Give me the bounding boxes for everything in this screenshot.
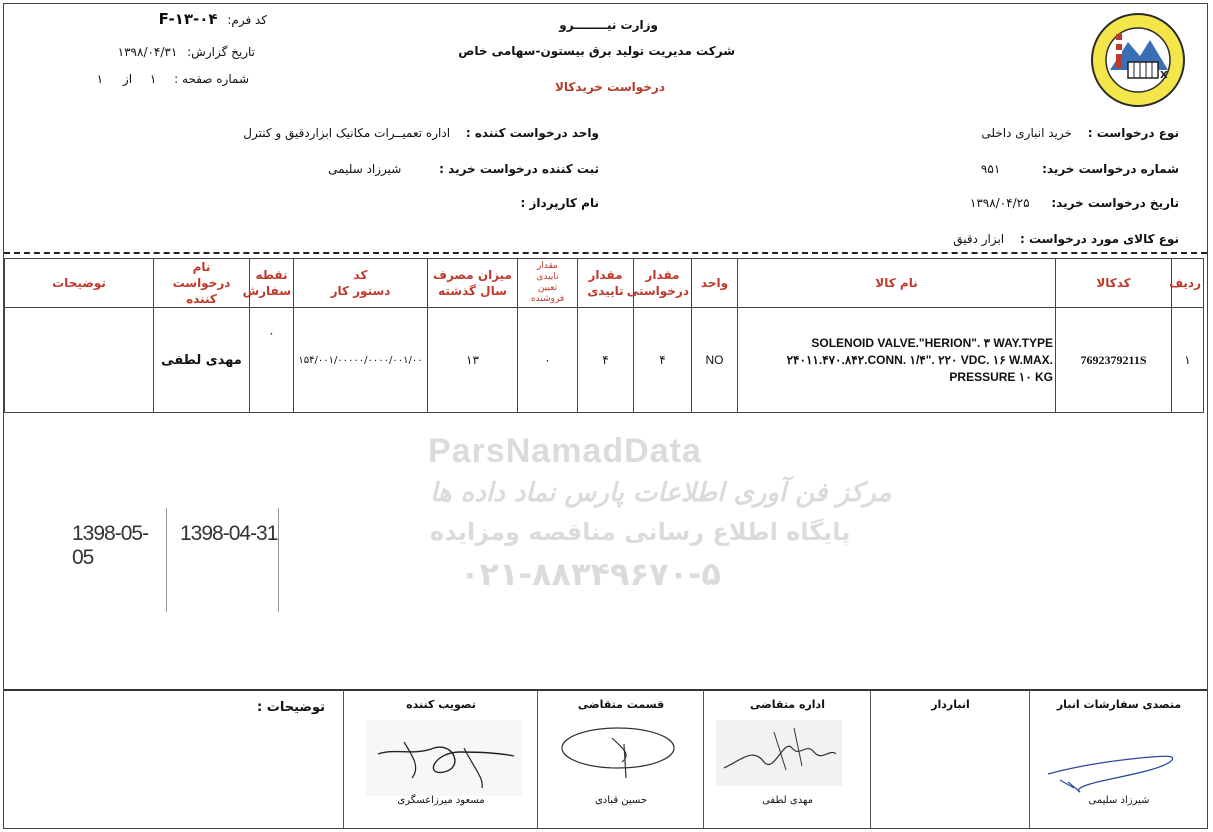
- item-name-line3: PRESSURE ۱۰ KG: [949, 369, 1053, 384]
- request-date-label: تاریخ درخواست خرید:: [1051, 196, 1179, 210]
- stamp-date-1-text: 1398-05-05: [72, 522, 149, 569]
- col-reorder-line1: نقطه: [255, 268, 288, 282]
- watermark-brand: ParsNamadData: [428, 432, 702, 470]
- cell-unit: NO: [692, 308, 738, 413]
- request-date-value: ۱۳۹۸/۰۴/۲۵: [969, 196, 1030, 210]
- company-logo: [1090, 12, 1186, 108]
- col-qty-approved: [578, 259, 634, 308]
- table-row: [5, 308, 1204, 413]
- report-date-label: تاریخ گزارش:: [187, 45, 255, 59]
- sig-title-3: اداره متقاضی: [750, 698, 825, 711]
- page-of: از: [122, 72, 133, 86]
- col-reorder-line2: سفارش: [242, 284, 291, 298]
- stamp-date-1: [62, 508, 167, 612]
- col-work-order-line1: کد: [353, 268, 368, 282]
- request-type-value: خرید انباری داخلی: [981, 126, 1072, 140]
- items-table: [4, 258, 1204, 413]
- watermark-line2: مرکز فن آوری اطلاعات پارس نماد داده ها: [430, 478, 892, 508]
- sig-name-3: مهدی لطفی: [762, 795, 813, 806]
- col-unit: واحد: [692, 259, 738, 308]
- col-item-name: نام کالا: [738, 259, 1056, 308]
- page-total: ۱: [96, 72, 104, 86]
- page-label: شماره صفحه :: [174, 72, 249, 86]
- sig-title-5: تصویب کننده: [406, 698, 476, 711]
- table-top-divider: [4, 252, 1207, 254]
- request-date: [970, 196, 1179, 210]
- col-consumption-line2: سال گذشته: [438, 284, 507, 298]
- col-qty-approved-line2: تاییدی: [587, 284, 624, 298]
- requesting-unit: [243, 126, 599, 140]
- signature-5-icon: [364, 718, 524, 798]
- request-number-label: شماره درخواست خرید:: [1042, 162, 1179, 176]
- col-row: ردیف: [1172, 259, 1204, 308]
- sig-title-4: قسمت متقاضی: [577, 698, 665, 711]
- cell-work-order: ۱۵۴/۰۰۱/۰۰۰۰۰/۰۰۰۰/۰۰۱/۰۰: [294, 308, 428, 413]
- stamp-date-2-text: 1398-04-31: [180, 522, 278, 545]
- stamp-date-2: [168, 508, 279, 612]
- watermark-line3: پایگاه اطلاع رسانی مناقصه ومزایده: [430, 518, 851, 546]
- col-work-order: [294, 259, 428, 308]
- cell-item-code: 7692379211S: [1056, 308, 1172, 413]
- signature-col-approver: [343, 690, 538, 828]
- cell-qty-requested: ۴: [634, 308, 692, 413]
- cell-row: ۱: [1172, 308, 1204, 413]
- svg-text:X: X: [1160, 70, 1168, 81]
- col-qty-vendor-line3: تعیین فروشنده: [530, 283, 565, 304]
- goods-type-value: ابزار دقیق: [953, 232, 1005, 246]
- col-item-code: کدکالا: [1056, 259, 1172, 308]
- document-title: درخواست خریدکالا: [554, 80, 665, 94]
- cell-notes: [5, 308, 154, 413]
- cell-qty-approved: ۴: [578, 308, 634, 413]
- table-header-row: [5, 259, 1204, 308]
- signature-notes-label: توضیحات :: [257, 700, 325, 715]
- col-qty-requested-line2: درخواستی: [626, 284, 689, 298]
- page-number: [97, 72, 249, 86]
- report-date: [118, 45, 255, 59]
- form-code-label: کد فرم:: [227, 13, 267, 27]
- signature-3-icon: [714, 718, 844, 788]
- goods-type: [953, 232, 1179, 246]
- watermark-phone: ۰۲۱-۸۸۳۴۹۶۷۰-۵: [460, 555, 721, 593]
- signature-1-icon: [1040, 718, 1190, 798]
- sig-title-1: متصدی سفارشات انبار: [1056, 698, 1182, 711]
- sig-name-1: شیرزاد سلیمی: [1088, 795, 1150, 806]
- col-qty-vendor-line2: تاییدی: [536, 272, 559, 282]
- col-consumption: [428, 259, 518, 308]
- cell-requester: مهدی لطفی: [154, 308, 250, 413]
- cell-consumption: ۱۳: [428, 308, 518, 413]
- col-requester: [154, 259, 250, 308]
- signature-4-icon: [552, 718, 692, 788]
- form-code-value: F-۱۳-۰۴: [158, 10, 218, 28]
- company-name: شرکت مدیریت تولید برق بیستون-سهامی خاص: [458, 44, 735, 58]
- sig-name-5: مسعود میرزاعسگری: [397, 795, 485, 806]
- col-requester-line1: نام: [192, 260, 211, 274]
- item-name-line1: SOLENOID VALVE."HERION". ۳ WAY.TYPE: [811, 335, 1053, 350]
- report-date-value: ۱۳۹۸/۰۴/۳۱: [117, 45, 178, 59]
- signature-col-requesting-section: [537, 690, 704, 828]
- col-consumption-line1: میزان مصرف: [433, 268, 512, 282]
- col-notes: توضیحات: [5, 259, 154, 308]
- page-current: ۱: [149, 72, 157, 86]
- signature-col-storekeeper: [870, 690, 1030, 828]
- requesting-unit-label: واحد درخواست کننده :: [465, 126, 599, 140]
- sig-title-2: انباردار: [931, 698, 970, 711]
- form-code: [159, 10, 267, 28]
- col-qty-requested: [626, 259, 692, 308]
- registrar-label: ثبت کننده درخواست خرید :: [439, 162, 599, 176]
- col-qty-vendor: [518, 259, 578, 308]
- cell-reorder-point: ۰: [250, 308, 294, 413]
- col-qty-vendor-line1: مقدار: [537, 261, 558, 271]
- ministry-name: وزارت نیــــــــرو: [559, 18, 658, 32]
- request-type-label: نوع درخواست :: [1087, 126, 1179, 140]
- purchasing-agent-label: نام کارپرداز :: [520, 196, 599, 210]
- goods-type-label: نوع کالای مورد درخواست :: [1019, 232, 1179, 246]
- sig-name-4: حسین قبادی: [594, 795, 648, 806]
- requesting-unit-value: اداره تعمیــرات مکانیک ابزاردقیق و کنترل: [243, 126, 451, 140]
- registrar-value: شیرزاد سلیمی: [328, 162, 402, 176]
- request-number: [981, 162, 1179, 176]
- request-number-value: ۹۵۱: [980, 162, 1001, 176]
- signature-col-requesting-dept: [703, 690, 871, 828]
- signature-col-storekeeper-orders: [1029, 690, 1208, 828]
- col-work-order-line2: دستور کار: [330, 284, 391, 298]
- item-name-line2: ۲۴۰۱۱.۴۷۰.۸۴۲.CONN. ۱/۴". ۲۲۰ VDC. ۱۶ W.MAX.: [786, 352, 1053, 367]
- registrar: [328, 162, 599, 176]
- col-qty-approved-line1: مقدار: [588, 268, 623, 282]
- cell-item-name: [738, 308, 1056, 413]
- col-reorder-point: [242, 259, 294, 308]
- request-type: [981, 126, 1179, 140]
- cell-qty-vendor: ۰: [518, 308, 578, 413]
- col-requester-line2: درخواست کننده: [172, 276, 231, 306]
- col-qty-requested-line1: مقدار: [645, 268, 680, 282]
- purchasing-agent: [520, 196, 599, 210]
